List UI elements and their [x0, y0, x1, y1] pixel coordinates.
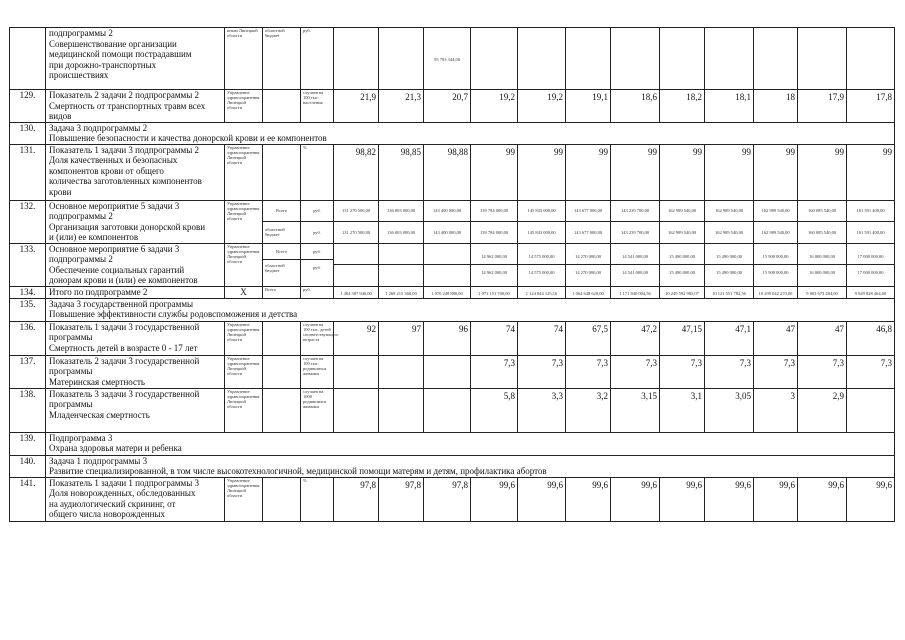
- value-cell: [379, 243, 424, 286]
- value-part: 161 591 400,00: [856, 208, 885, 214]
- value-cell: [518, 200, 566, 243]
- value-part: 15 490 000,00: [660, 264, 704, 281]
- row-title: [46, 355, 225, 388]
- table-row: [10, 321, 895, 355]
- value-cell: 47: [798, 321, 847, 355]
- unit-cell-part: руб.: [313, 208, 321, 214]
- value-cell: [379, 388, 424, 432]
- unit-cell-part: руб.: [301, 221, 333, 243]
- value-cell: [471, 28, 518, 90]
- value-part: [379, 249, 423, 265]
- row-number: 134.: [10, 286, 46, 298]
- unit-cell: %: [301, 477, 334, 521]
- value-part: 17 000 000,00: [857, 253, 884, 259]
- value-part: 143 400 000,00: [432, 208, 462, 214]
- value-cell: [754, 200, 798, 243]
- value-cell: 7,3: [611, 355, 660, 388]
- value-cell: 1 268 215 368,00: [379, 286, 424, 298]
- value-cell: 7,3: [660, 355, 705, 388]
- row-title-line: Повышение эффективности службы родовспоможения и детства: [49, 309, 298, 319]
- value-cell: [847, 200, 895, 243]
- row-title-line: и (или) ее компонентов: [49, 232, 139, 242]
- row-title-line: медицинской помощи пострадавшим: [49, 49, 192, 59]
- row-title-line: подпрограммы 2: [49, 254, 113, 264]
- value-cell: [518, 28, 566, 90]
- value-part: 136 003 000,00: [379, 221, 423, 243]
- value-cell: 99: [660, 144, 705, 200]
- value-cell: [754, 243, 798, 286]
- value-cell: [379, 28, 424, 90]
- unit-cell: руб.: [301, 28, 334, 90]
- value-cell: 3,05: [705, 388, 754, 432]
- value-cell: 47,15: [660, 321, 705, 355]
- value-cell: 97,8: [334, 477, 379, 521]
- row-title: [46, 388, 225, 432]
- row-title-line: Развитие специализированной, в том числе высокотехнологичной, медицинской помощи матерям и детям, профилактика абортов: [49, 466, 547, 476]
- unit-cell-part: руб.: [313, 248, 321, 254]
- value-cell: [566, 28, 611, 90]
- row-title-line: Показатель 3 задачи 3 государственной: [49, 388, 200, 399]
- row-title: [46, 286, 225, 298]
- value-part: 16 000 000,00: [798, 264, 846, 281]
- value-cell: 99,6: [847, 477, 895, 521]
- row-title-line: общего числа новорожденных: [49, 509, 166, 519]
- value-part: 139 784 000,00: [471, 221, 517, 243]
- row-title: [46, 298, 895, 321]
- row-title-line: Доля качественных и безопасных: [49, 155, 178, 165]
- row-number: 139.: [10, 432, 46, 455]
- row-title: [46, 243, 225, 286]
- value-cell: 1 404 587 946,00: [334, 286, 379, 298]
- value-cell: [705, 243, 754, 286]
- executor-cell: Управление здравоохранения Липецкой области: [225, 477, 263, 521]
- value-cell: 10 121 551 782,56: [705, 286, 754, 298]
- value-part: 161 591 400,00: [847, 221, 894, 243]
- row-title-line: при дорожно-транспортных: [49, 59, 157, 70]
- funding-source-cell: [263, 388, 301, 432]
- value-cell: [611, 200, 660, 243]
- value-part: 162 989 540,00: [754, 221, 797, 243]
- value-cell: 10 299 042 270,00: [754, 286, 798, 298]
- value-part: 15 490 000,00: [716, 253, 742, 259]
- value-cell: [334, 355, 379, 388]
- value-cell: 5,8: [471, 388, 518, 432]
- value-part: 145 843 000,00: [518, 221, 565, 243]
- value-cell: 99,6: [660, 477, 705, 521]
- row-title-line: Организация заготовки донорской крови: [49, 221, 206, 232]
- funding-source-cell-part: Всего: [275, 248, 288, 254]
- value-cell: 99,6: [566, 477, 611, 521]
- value-cell: 3,2: [566, 388, 611, 432]
- unit-cell: [301, 200, 334, 243]
- value-cell: 9 849 828 464,00: [847, 286, 895, 298]
- value-cell: 1 124 844 125,16: [518, 286, 566, 298]
- value-cell: 3,3: [518, 388, 566, 432]
- executor-cell: Управление здравоохранения Липецкой области: [225, 388, 263, 432]
- row-title: [46, 200, 225, 243]
- executor-cell: Управление здравоохранения Липецкой области: [225, 355, 263, 388]
- row-title-line: Охрана здоровья матери и ребенка: [49, 443, 182, 453]
- unit-cell: руб.: [301, 286, 334, 298]
- table-row: [10, 144, 895, 200]
- row-title: [46, 90, 225, 123]
- value-cell: [334, 388, 379, 432]
- value-cell: 99: [611, 144, 660, 200]
- value-part: 143 400 000,00: [424, 221, 470, 243]
- value-cell: [798, 200, 847, 243]
- value-cell: 19,2: [518, 90, 566, 123]
- row-title-line: Основное мероприятие 6 задачи 3: [49, 243, 180, 254]
- value-cell: 99: [798, 144, 847, 200]
- unit-cell: [301, 243, 334, 286]
- funding-source-cell: Всего: [263, 286, 301, 298]
- unit-cell-part: руб.: [301, 259, 333, 276]
- value-cell: 98,82: [334, 144, 379, 200]
- value-cell: [424, 355, 471, 388]
- value-part: 162 989 540,00: [667, 208, 697, 214]
- funding-source-cell: [263, 200, 301, 243]
- table-row: [10, 200, 895, 243]
- value-cell: 18,2: [660, 90, 705, 123]
- value-cell: 1 071 151 700,00: [471, 286, 518, 298]
- row-number: 132.: [10, 200, 46, 243]
- value-part: 14 270 000,00: [566, 264, 610, 281]
- value-cell: [611, 243, 660, 286]
- value-cell: 95 703 344,00: [424, 28, 471, 90]
- value-cell: 1 171 840 004,56: [611, 286, 660, 298]
- row-title: [46, 455, 895, 477]
- value-cell: [334, 200, 379, 243]
- unit-cell: случаев на 100 тыс. детей соответствующего возраста: [301, 321, 334, 355]
- value-part: 131 270 500,00: [341, 208, 371, 214]
- row-title: [46, 122, 895, 144]
- value-part: 14 541 000,00: [611, 264, 659, 281]
- row-number: 136.: [10, 321, 46, 355]
- row-title-line: программы: [49, 366, 93, 376]
- table-row: [10, 286, 895, 298]
- value-cell: 18,6: [611, 90, 660, 123]
- value-cell: 74: [471, 321, 518, 355]
- value-part: 14 270 000,00: [575, 253, 601, 259]
- value-cell: 99: [847, 144, 895, 200]
- funding-source-cell: областной бюджет: [263, 28, 301, 90]
- value-cell: [379, 355, 424, 388]
- value-part: 15 490 000,00: [705, 264, 753, 281]
- row-title-line: донорам крови и (или) ее компонентов: [49, 275, 198, 285]
- value-part: 162 989 540,00: [761, 208, 790, 214]
- value-cell: [847, 243, 895, 286]
- value-part: 14 962 000,00: [481, 253, 507, 259]
- row-number: 133.: [10, 243, 46, 286]
- row-title-line: на аудиологический скрининг, от: [49, 498, 176, 509]
- table-row: [10, 388, 895, 432]
- value-cell: [566, 200, 611, 243]
- value-cell: 99,6: [471, 477, 518, 521]
- value-cell: 3,1: [660, 388, 705, 432]
- value-part: [424, 249, 470, 265]
- executor-cell: Управление здравоохранения Липецкой области: [225, 321, 263, 355]
- value-part: 143 677 000,00: [566, 221, 610, 243]
- value-part: 143 239 700,00: [620, 208, 650, 214]
- value-cell: 19,2: [471, 90, 518, 123]
- funding-source-cell: [263, 477, 301, 521]
- row-number: 140.: [10, 455, 46, 477]
- value-part: 16 000 000,00: [809, 253, 835, 259]
- row-title-line: видов: [49, 111, 72, 121]
- value-cell: 99,6: [798, 477, 847, 521]
- value-cell: 1 076 248 880,00: [424, 286, 471, 298]
- value-cell: [334, 243, 379, 286]
- table-row: [10, 243, 895, 286]
- funding-source-cell: [263, 144, 301, 200]
- unit-cell: случаев на 100 тыс. населения: [301, 90, 334, 123]
- value-cell: 67,5: [566, 321, 611, 355]
- row-title-line: крови: [49, 186, 72, 197]
- row-number: 131.: [10, 144, 46, 200]
- value-part: 14 575 000,00: [528, 253, 555, 259]
- row-number: 137.: [10, 355, 46, 388]
- row-number: 141.: [10, 477, 46, 521]
- value-cell: 47,1: [705, 321, 754, 355]
- value-part: 14 541 000,00: [622, 253, 648, 259]
- value-cell: 1 064 648 620,00: [566, 286, 611, 298]
- row-number: [10, 28, 46, 90]
- value-part: 15 490 000,00: [669, 253, 695, 259]
- value-cell: 99,6: [705, 477, 754, 521]
- value-cell: [471, 200, 518, 243]
- value-cell: 7,3: [754, 355, 798, 388]
- value-cell: [754, 28, 798, 90]
- table-row: [10, 28, 895, 90]
- row-title-line: программы: [49, 332, 93, 342]
- executor-cell: Управление здравоохранения Липецкой области: [225, 90, 263, 123]
- row-title-line: Показатель 1 задачи 1 подпрограммы 3: [49, 477, 200, 488]
- value-cell: 7,3: [518, 355, 566, 388]
- value-cell: [660, 243, 705, 286]
- row-title-line: Показатель 1 задачи 3 подпрограммы 2: [49, 144, 200, 155]
- value-cell: [798, 243, 847, 286]
- value-part: 131 270 500,00: [334, 221, 378, 243]
- value-cell: [611, 28, 660, 90]
- section-row: [10, 122, 895, 144]
- value-cell: 99: [754, 144, 798, 200]
- value-cell: 92: [334, 321, 379, 355]
- table-row: [10, 90, 895, 123]
- value-cell: 47,2: [611, 321, 660, 355]
- value-part: [334, 249, 378, 265]
- value-part: [379, 264, 423, 281]
- value-cell: 74: [518, 321, 566, 355]
- row-title-line: количества заготовленных компонентов: [49, 176, 202, 186]
- value-cell: 7,3: [471, 355, 518, 388]
- value-part: 136 003 000,00: [386, 208, 416, 214]
- value-cell: [518, 243, 566, 286]
- value-cell: 99: [518, 144, 566, 200]
- value-cell: [705, 28, 754, 90]
- executor-cell: Управление здравоохранения Липецкой области: [225, 144, 263, 200]
- value-cell: 17,9: [798, 90, 847, 123]
- table-row: [10, 355, 895, 388]
- table-row: [10, 477, 895, 521]
- row-title-line: Задача 3 подпрограммы 2: [49, 122, 148, 133]
- value-part: 143 239 700,00: [611, 221, 659, 243]
- row-number: 135.: [10, 298, 46, 321]
- value-part: 160 085 540,00: [807, 208, 837, 214]
- value-cell: 98,85: [379, 144, 424, 200]
- row-number: 138.: [10, 388, 46, 432]
- value-part: 160 085 540,00: [798, 221, 846, 243]
- value-part: 162 989 540,00: [660, 221, 704, 243]
- value-cell: 3: [754, 388, 798, 432]
- value-cell: [847, 28, 895, 90]
- value-cell: 7,3: [798, 355, 847, 388]
- value-cell: 20,7: [424, 90, 471, 123]
- value-cell: 99,6: [754, 477, 798, 521]
- row-title-line: Повышение безопасности и качества донорской крови и ее компонентов: [49, 133, 327, 143]
- row-number: 129.: [10, 90, 46, 123]
- row-title: [46, 28, 225, 90]
- funding-source-cell: [263, 243, 301, 286]
- row-title-line: Младенческая смертность: [49, 409, 150, 420]
- value-cell: [379, 200, 424, 243]
- funding-source-cell-part: Всего: [275, 208, 288, 214]
- row-title-line: Подпрограмма 3: [49, 432, 113, 443]
- value-part: 14 575 000,00: [518, 264, 565, 281]
- value-cell: 99,6: [611, 477, 660, 521]
- value-cell: [424, 388, 471, 432]
- value-cell: [334, 28, 379, 90]
- value-cell: 19,1: [566, 90, 611, 123]
- value-part: 15 900 000,00: [762, 253, 789, 259]
- row-title: [46, 144, 225, 200]
- section-row: [10, 432, 895, 455]
- value-cell: 7,3: [566, 355, 611, 388]
- row-title-line: Материнская смертность: [49, 376, 146, 387]
- value-cell: [566, 243, 611, 286]
- value-cell: 2,9: [798, 388, 847, 432]
- value-part: [424, 264, 470, 281]
- value-cell: 97,8: [379, 477, 424, 521]
- value-part: 15 900 000,00: [754, 264, 797, 281]
- value-cell: 46,8: [847, 321, 895, 355]
- value-cell: [660, 200, 705, 243]
- value-cell: 99: [705, 144, 754, 200]
- value-cell: 21,9: [334, 90, 379, 123]
- value-part: 17 000 000,00: [847, 264, 894, 281]
- row-title-line: Задача 1 подпрограммы 3: [49, 455, 148, 466]
- section-row: [10, 298, 895, 321]
- value-part: 162 989 540,00: [714, 208, 744, 214]
- value-cell: 99,6: [518, 477, 566, 521]
- row-title-line: Показатель 1 задачи 3 государственной: [49, 321, 200, 332]
- value-cell: 98,88: [424, 144, 471, 200]
- executor-cell: Х: [225, 286, 263, 298]
- value-cell: 47: [754, 321, 798, 355]
- value-cell: [705, 200, 754, 243]
- funding-source-cell: [263, 355, 301, 388]
- section-row: [10, 455, 895, 477]
- value-cell: 18,1: [705, 90, 754, 123]
- funding-source-cell: [263, 90, 301, 123]
- row-title-line: Основное мероприятие 5 задачи 3: [49, 200, 180, 211]
- value-part: 139 784 000,00: [479, 208, 509, 214]
- row-title-line: подпрограммы 2: [49, 211, 113, 221]
- unit-cell: случаев на 100 тыс. родившихся живыми: [301, 355, 334, 388]
- row-title: [46, 321, 225, 355]
- row-title: [46, 477, 225, 521]
- row-title: [46, 432, 895, 455]
- row-title-line: Показатель 2 задачи 3 государственной: [49, 355, 200, 366]
- value-cell: [424, 200, 471, 243]
- value-cell: 99: [471, 144, 518, 200]
- row-title-line: Доля новорожденных, обследованных: [49, 488, 196, 498]
- funding-source-cell-part: областной бюджет: [263, 259, 300, 276]
- row-title-line: компонентов крови от общего: [49, 165, 164, 176]
- row-title-line: Итого по подпрограмме 2: [49, 286, 148, 297]
- value-cell: 3,15: [611, 388, 660, 432]
- row-title-line: Смертность от транспортных травм всех: [49, 100, 206, 111]
- value-cell: [798, 28, 847, 90]
- value-part: [334, 264, 378, 281]
- value-cell: [424, 243, 471, 286]
- value-cell: 21,3: [379, 90, 424, 123]
- row-title-line: происшествиях: [49, 70, 109, 80]
- unit-cell: случаев на 1000 родившихся живыми: [301, 388, 334, 432]
- value-cell: [660, 28, 705, 90]
- row-title-line: программы: [49, 399, 93, 409]
- row-title-line: Совершенствование организации: [49, 38, 177, 49]
- row-title-line: подпрограммы 2: [49, 28, 113, 38]
- value-cell: 97,8: [424, 477, 471, 521]
- row-title-line: Задача 3 государственной программы: [49, 298, 194, 309]
- program-indicators-table: [9, 27, 895, 522]
- value-cell: 9 803 673 484,00: [798, 286, 847, 298]
- value-cell: 7,3: [705, 355, 754, 388]
- value-part: 14 962 000,00: [471, 264, 517, 281]
- executor-cell: иным Липецкой области: [225, 28, 263, 90]
- row-title-line: Смертность детей в возрасте 0 - 17 лет: [49, 342, 198, 353]
- value-cell: 7,3: [847, 355, 895, 388]
- executor-cell: Управление здравоохранения Липецкой области: [225, 200, 263, 243]
- executor-cell: Управление здравоохранения Липецкой области: [225, 243, 263, 286]
- value-part: 145 843 000,00: [527, 208, 556, 214]
- unit-cell: %: [301, 144, 334, 200]
- value-cell: 97: [379, 321, 424, 355]
- row-number: 130.: [10, 122, 46, 144]
- value-cell: 17,8: [847, 90, 895, 123]
- value-part: 143 677 000,00: [573, 208, 603, 214]
- value-cell: 96: [424, 321, 471, 355]
- value-part: 162 989 540,00: [705, 221, 753, 243]
- value-cell: 18: [754, 90, 798, 123]
- value-cell: 99: [566, 144, 611, 200]
- row-title-line: Показатель 2 задачи 2 подпрограммы 2: [49, 90, 200, 100]
- row-title-line: Обеспечение социальных гарантий: [49, 264, 185, 275]
- value-cell: [471, 243, 518, 286]
- funding-source-cell: [263, 321, 301, 355]
- value-cell: 10 249 592 982,07: [660, 286, 705, 298]
- value-cell: [847, 388, 895, 432]
- funding-source-cell-part: областной бюджет: [263, 221, 300, 243]
